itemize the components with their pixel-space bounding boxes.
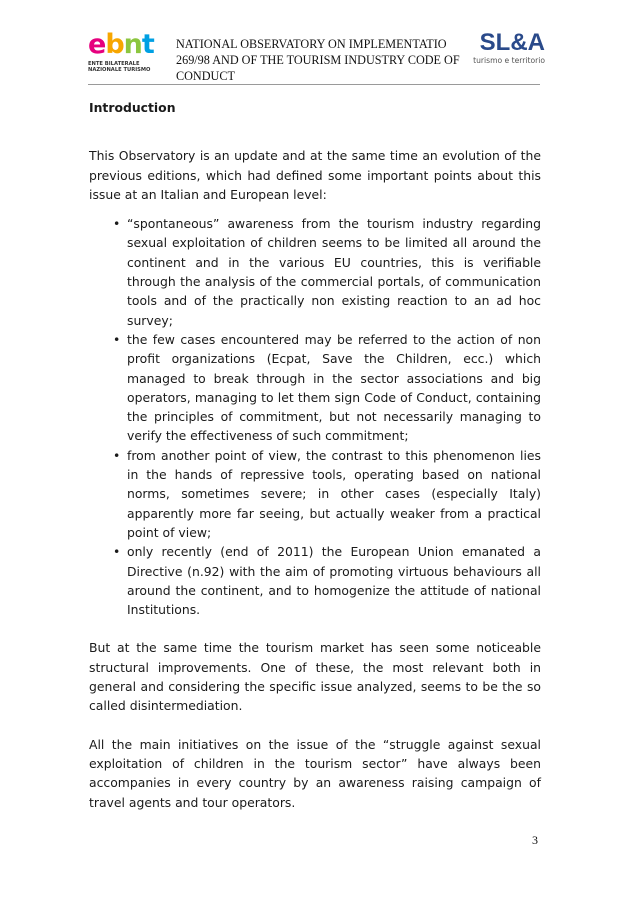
list-item: • the few cases encountered may be referred to the action of non profit organizations (Ecpat, Save the Children, ecc.) which managed to break through in the sector associations and big operators, managing to let them sign Code of Conduct, containing the principles of commitment, but not necessarily managing to verify the effectiveness of such commitment; xyxy=(113,331,541,444)
bullet-list xyxy=(89,214,541,619)
ebnt-logo xyxy=(88,30,152,82)
ebnt-logo-subtitle: ENTE BILATERALE NAZIONALE TURISMO xyxy=(88,61,151,73)
document-header-title xyxy=(176,36,476,84)
header-title-line: NATIONAL OBSERVATORY ON IMPLEMENTATIO xyxy=(176,37,447,51)
bullet-icon: • xyxy=(113,216,121,232)
intro-paragraph: This Observatory is an update and at the same time an evolution of the previous editions, which had defined some important points about this issue at an Italian and European level: xyxy=(89,148,541,202)
sla-logo xyxy=(460,30,545,66)
bullet-icon: • xyxy=(113,447,121,463)
body-paragraph: But at the same time the tourism market has seen some noticeable structural improvements. One of these, the most relevant both in general and considering the specific issue analyzed, seems to be the so called disintermediation. xyxy=(89,640,541,714)
page-number: 3 xyxy=(532,833,538,847)
ebnt-logo-letters: ebnt xyxy=(88,29,154,60)
list-item: • only recently (end of 2011) the European Union emanated a Directive (n.92) with the aim of promoting virtuous behaviours all around the continent, and to homogenize the attitude of national Institutions. xyxy=(113,544,541,618)
section-heading: Introduction xyxy=(89,100,176,115)
bullet-icon: • xyxy=(113,544,121,560)
header-title-line: CONDUCT xyxy=(176,69,235,83)
list-item: • from another point of view, the contrast to this phenomenon lies in the hands of repressive tools, operating based on national norms, sometimes severe; in other cases (especially Italy) apparently more far seeing, but actually weaker from a practical point of view; xyxy=(113,447,541,540)
sla-logo-text: SL&A xyxy=(479,29,545,56)
bullet-icon: • xyxy=(113,331,121,347)
header-title-line: 269/98 AND OF THE TOURISM INDUSTRY CODE OF xyxy=(176,53,460,67)
list-item: • “spontaneous” awareness from the tourism industry regarding sexual exploitation of children seems to be limited all around the continent and in the various EU countries, this is verifiable through the analysis of the commercial portals, of communication tools and of the practically non existing reaction to an ad hoc survey; xyxy=(113,216,541,328)
body-paragraph: All the main initiatives on the issue of the “struggle against sexual exploitation of children in the tourism sector” have always been accompanies in every country by an awareness raising campaign of travel agents and tour operators. xyxy=(89,736,541,810)
sla-logo-subtitle: turismo e territorio xyxy=(473,56,545,65)
document-body xyxy=(89,98,541,812)
page-header xyxy=(88,22,545,85)
